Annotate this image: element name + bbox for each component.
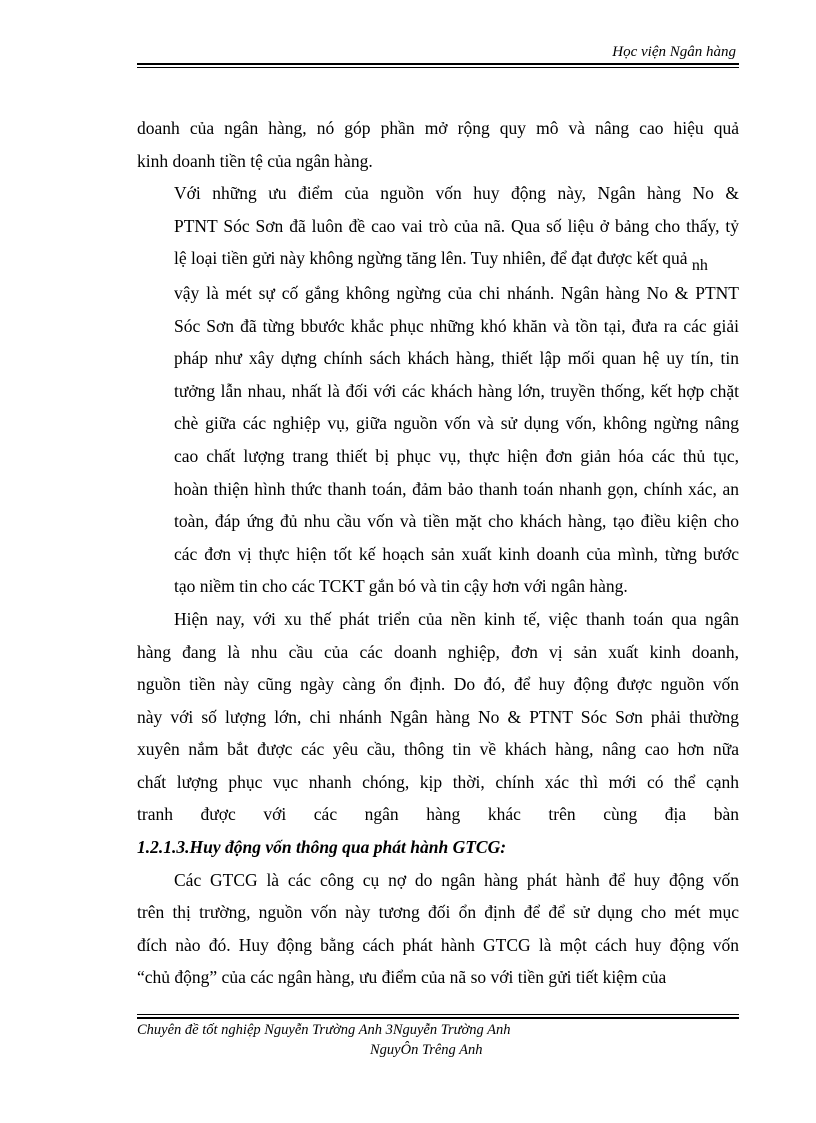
footer-author-line: Chuyên đề tốt nghiệp Nguyễn Trường Anh 3Nguyễn Trường Anh <box>137 1022 511 1038</box>
text-line: vậy là mét sự cố gắng không ngừng của chi nhánh. Ngân hàng No & PTNT <box>174 282 739 303</box>
stray-text-fragment: nh <box>691 257 708 275</box>
header-title: Học viện Ngân hàng <box>612 44 736 60</box>
footer-rule-thick <box>137 1017 739 1019</box>
document-body <box>137 112 739 994</box>
text-line: tưởng lẫn nhau, nhất là đối với các khách hàng lớn, truyền thống, kết hợp chặt <box>174 380 739 401</box>
text-line: Với những ưu điểm của nguồn vốn huy động này, Ngân hàng No & <box>174 183 739 204</box>
text-line: doanh của ngân hàng, nó góp phần mở rộng quy mô và nâng cao hiệu quả <box>137 118 739 138</box>
text-line: kinh doanh tiền tệ của ngân hàng. <box>137 150 373 171</box>
text-line: trên thị trường, nguồn vốn này tương đối ổn định để để sử dụng cho mét mục <box>137 902 739 923</box>
text-line: Hiện nay, với xu thế phát triển của nền kinh tế, việc thanh toán qua ngân <box>174 608 739 629</box>
header-rule-thin <box>137 67 739 68</box>
text-line: các đơn vị thực hiện tốt kế hoạch sản xuất kinh doanh của mình, từng bước <box>174 543 739 564</box>
text-line: PTNT Sóc Sơn đã luôn đề cao vai trò của nã. Qua số liệu ở bảng cho thấy, tỷ <box>174 215 739 236</box>
text-line: “chủ động” của các ngân hàng, ưu điểm của nã so với tiền gửi tiết kiệm của <box>137 967 667 988</box>
text-line: cao chất lượng trang thiết bị phục vụ, thực hiện đơn giản hóa các thủ tục, <box>174 445 739 466</box>
text-line: xuyên nắm bắt được các yêu cầu, thông tin về khách hàng, nâng cao hơn nữa <box>137 739 739 760</box>
paragraph-1 <box>137 112 739 177</box>
text-line: pháp như xây dựng chính sách khách hàng, thiết lập mối quan hệ uy tín, tin <box>174 348 739 369</box>
text-line: tạo niềm tin cho các TCKT gắn bó và tin cậy hơn với ngân hàng. <box>174 576 628 597</box>
text-line: tranh được với các ngân hàng khác trên cùng địa bàn <box>137 804 739 825</box>
paragraph-2 <box>137 177 739 603</box>
text-line: chất lượng phục vục nhanh chóng, kịp thời, chính xác thì mới có thể cạnh <box>137 771 739 792</box>
text-line: Các GTCG là các công cụ nợ do ngân hàng phát hành để huy động vốn <box>174 869 739 890</box>
section-heading: 1.2.1.3.Huy động vốn thông qua phát hành GTCG: <box>137 837 507 858</box>
text-line: Sóc Sơn đã từng bbước khắc phục những khó khăn và tồn tại, đưa ra các giải <box>174 315 739 336</box>
text-line: lệ loại tiền gửi này không ngừng tăng lên. Tuy nhiên, để đạt được kết quả <box>174 248 688 269</box>
text-line: hoàn thiện hình thức thanh toán, đảm bảo thanh toán nhanh gọn, chính xác, an <box>174 478 739 499</box>
text-line: này với số lượng lớn, chi nhánh Ngân hàng No & PTNT Sóc Sơn phải thường <box>137 706 739 727</box>
text-line: chè giữa các nghiệp vụ, giữa nguồn vốn và sử dụng vốn, không ngừng nâng <box>174 413 739 434</box>
text-line: nguồn tiền này cũng ngày càng ổn định. Do đó, để huy động được nguồn vốn <box>137 674 739 695</box>
paragraph-4 <box>137 864 739 994</box>
text-line: đích nào đó. Huy động bằng cách phát hành GTCG là một cách huy động vốn <box>137 934 739 955</box>
text-line-with-stray <box>137 242 739 277</box>
header-rule-thick <box>137 63 739 65</box>
text-line: hàng đang là nhu cầu của các doanh nghiệp, đơn vị sản xuất kinh doanh, <box>137 641 739 662</box>
footer-author-name: NguyÔn Trêng Anh <box>370 1042 483 1058</box>
paragraph-3 <box>137 603 739 831</box>
text-line: toàn, đáp ứng đủ nhu cầu vốn và tiền mặt cho khách hàng, tạo điều kiện cho <box>174 511 739 532</box>
footer-rule-thin <box>137 1014 739 1015</box>
